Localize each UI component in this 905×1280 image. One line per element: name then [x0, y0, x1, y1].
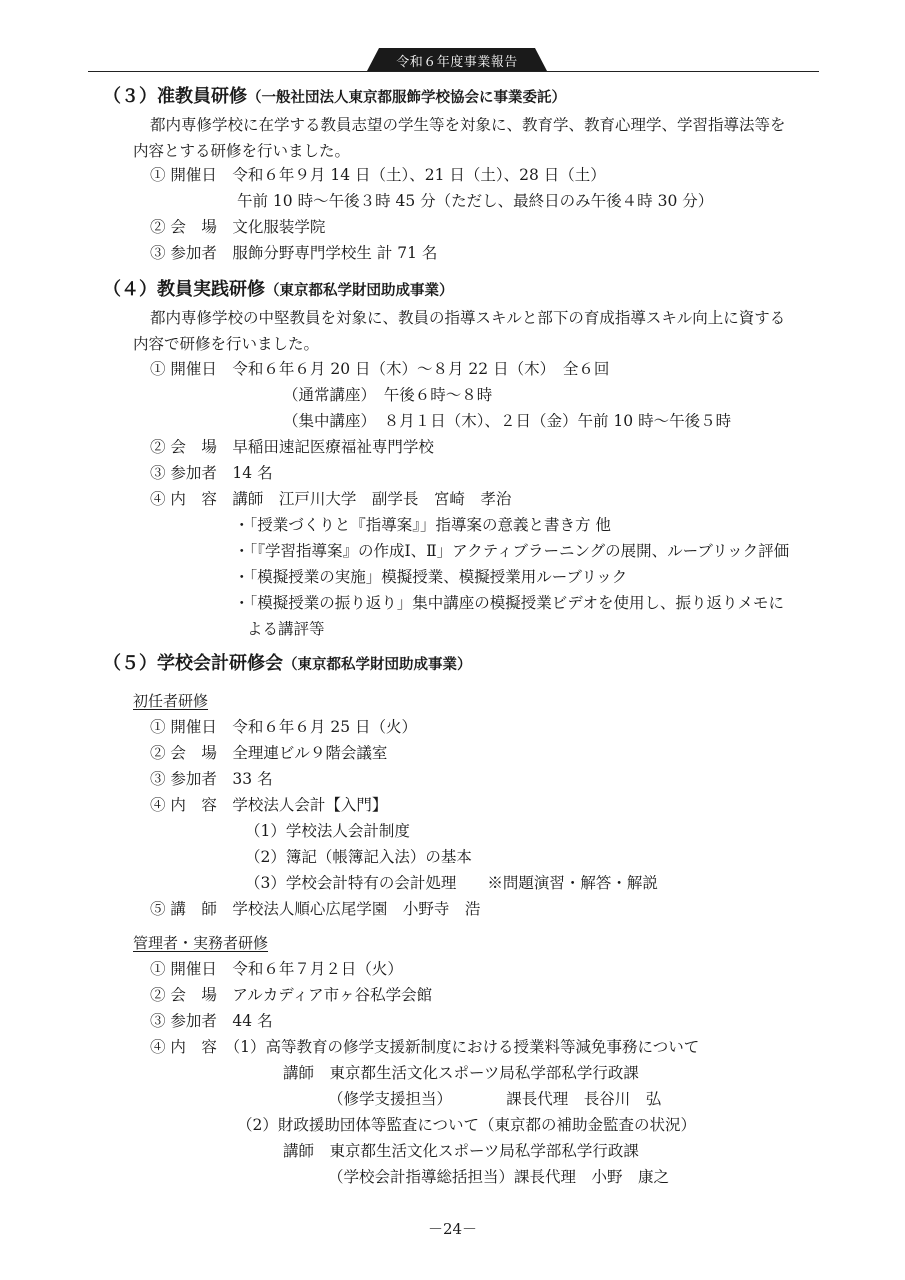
section-4-bullet-2: ・「『学習指導案』の作成Ⅰ、Ⅱ」アクティブラーニングの展開、ルーブリック評価 [234, 542, 790, 560]
section-4-content: ④ 内 容 講師 江戸川大学 副学長 宮崎 孝治 [150, 490, 512, 508]
section-3-time: 午前 10 時～午後３時 45 分（ただし、最終日のみ午後４時 30 分） [237, 192, 714, 210]
section-3-participants: ③ 参加者 服飾分野専門学校生 計 71 名 [150, 244, 438, 262]
section-4-participants: ③ 参加者 14 名 [150, 464, 273, 482]
manager-venue: ② 会 場 アルカディア市ヶ谷私学会館 [150, 986, 433, 1004]
section-5-heading [103, 653, 472, 676]
section-3-heading [103, 86, 566, 109]
section-4-regular-course: （通常講座） 午後６時～８時 [283, 386, 493, 404]
section-4-subtitle: （東京都私学財団助成事業） [265, 283, 454, 299]
section-4-date: ① 開催日 令和６年６月 20 日（木）～８月 22 日（木） 全６回 [150, 360, 610, 378]
section-3-title: （３）准教員研修 [103, 86, 247, 107]
beginner-content-3: （3）学校会計特有の会計処理 ※問題演習・解答・解説 [245, 874, 658, 892]
beginner-content-2: （2）簿記（帳簿記入法）の基本 [245, 848, 472, 866]
section-4-bullet-4-cont: よる講評等 [247, 620, 325, 638]
manager-topic-2: （2）財政援助団体等監査について（東京都の補助金監査の状況） [237, 1116, 697, 1134]
section-5-title: （５）学校会計研修会 [103, 653, 283, 674]
beginner-lecturer: ⑤ 講 師 学校法人順心広尾学園 小野寺 浩 [150, 900, 481, 918]
manager-content: ④ 内 容 （1）高等教育の修学支援新制度における授業料等減免事務について [150, 1038, 700, 1056]
section-4-desc-1: 都内専修学校の中堅教員を対象に、教員の指導スキルと部下の育成指導スキル向上に資する [150, 309, 786, 327]
section-4-bullet-3: ・「模擬授業の実施」模擬授業、模擬授業用ルーブリック [234, 568, 628, 586]
section-4-title: （４）教員実践研修 [103, 279, 265, 300]
manager-date: ① 開催日 令和６年７月２日（火） [150, 960, 403, 978]
manager-training-heading: 管理者・実務者研修 [133, 934, 269, 952]
section-4-bullet-4: ・「模擬授業の振り返り」集中講座の模擬授業ビデオを使用し、振り返りメモに [234, 594, 784, 612]
section-4-bullet-1: ・「授業づくりと『指導案』」指導案の意義と書き方 他 [234, 516, 611, 534]
beginner-participants: ③ 参加者 33 名 [150, 770, 273, 788]
beginner-content: ④ 内 容 学校法人会計【入門】 [150, 796, 388, 814]
manager-topic-2-lecturer: 講師 東京都生活文化スポーツ局私学部私学行政課 [283, 1142, 639, 1160]
beginner-training-heading: 初任者研修 [133, 692, 209, 710]
section-4-venue: ② 会 場 早稲田速記医療福祉専門学校 [150, 438, 434, 456]
section-4-heading [103, 279, 454, 302]
section-4-intensive-course: （集中講座） ８月１日（木）、２日（金）午前 10 時～午後５時 [283, 412, 732, 430]
manager-topic-1-lecturer-title: （修学支援担当） 課長代理 長谷川 弘 [328, 1090, 662, 1108]
page-number: －24－ [427, 1220, 478, 1238]
beginner-date: ① 開催日 令和６年６月 25 日（火） [150, 718, 418, 736]
section-5-subtitle: （東京都私学財団助成事業） [283, 657, 472, 673]
beginner-content-1: （1）学校法人会計制度 [245, 822, 410, 840]
beginner-venue: ② 会 場 全理連ビル９階会議室 [150, 744, 388, 762]
section-4-desc-2: 内容で研修を行いました。 [133, 335, 320, 353]
header-title: 令和６年度事業報告 [396, 55, 518, 70]
manager-participants: ③ 参加者 44 名 [150, 1012, 273, 1030]
section-3-subtitle: （一般社団法人東京都服飾学校協会に事業委託） [247, 90, 566, 106]
section-3-venue: ② 会 場 文化服装学院 [150, 218, 326, 236]
header-rule [88, 71, 819, 72]
header-tab [367, 48, 547, 71]
section-3-desc-1: 都内専修学校に在学する教員志望の学生等を対象に、教育学、教育心理学、学習指導法等を [150, 116, 786, 134]
manager-topic-1-lecturer: 講師 東京都生活文化スポーツ局私学部私学行政課 [283, 1064, 639, 1082]
manager-topic-2-lecturer-title: （学校会計指導総括担当）課長代理 小野 康之 [328, 1168, 670, 1186]
section-3-date: ① 開催日 令和６年９月 14 日（土）、21 日（土）、28 日（土） [150, 166, 606, 184]
section-3-desc-2: 内容とする研修を行いました。 [133, 142, 351, 160]
